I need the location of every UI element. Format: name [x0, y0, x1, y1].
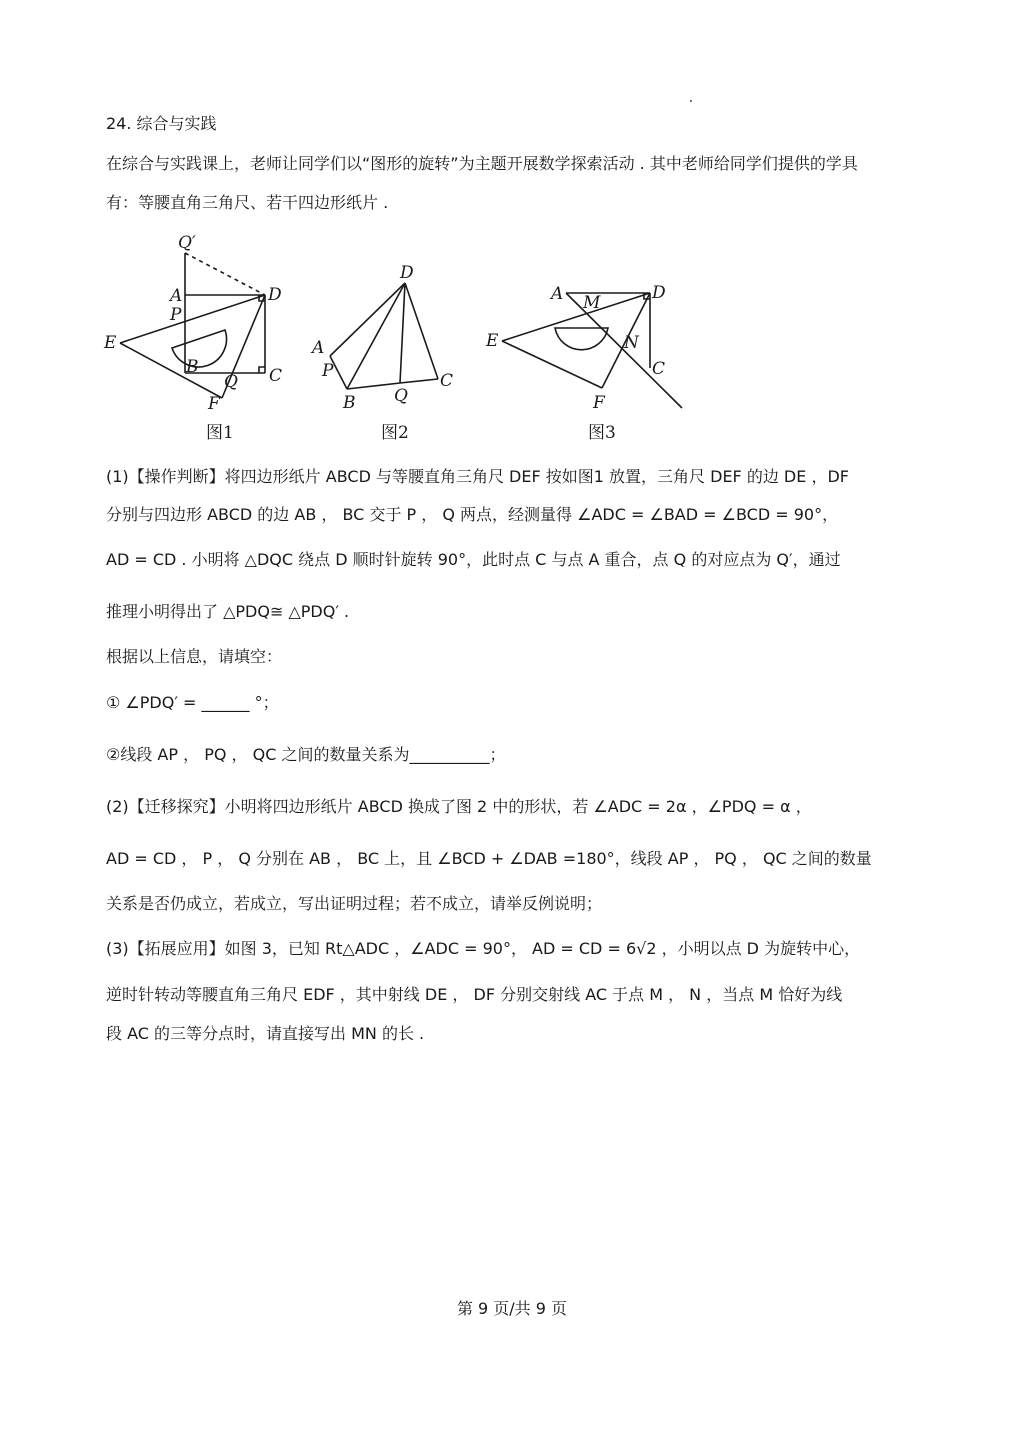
figure-1-caption: 图1	[206, 423, 234, 443]
part2-line-2: AD = CD ， P ， Q 分别在 AB ， BC 上，且 ∠BCD + ∠DAB =180°，线段 AP ， PQ ， QC 之间的数量	[106, 849, 872, 868]
figure-2-caption: 图2	[381, 423, 409, 443]
fig1-point-f: F	[208, 394, 220, 414]
fig2-point-a: A	[312, 338, 325, 358]
fig1-point-d: D	[268, 285, 282, 305]
part3-line-1: (3)【拓展应用】如图 3，已知 Rt△ADC ，∠ADC = 90°， AD = CD = 6√2 ，小明以点 D 为旋转中心，	[106, 939, 861, 958]
geometry-figures	[100, 228, 700, 448]
fig2-point-p: P	[322, 361, 334, 381]
part1-line-2: 分别与四边形 ABCD 的边 AB ， BC 交于 P ， Q 两点，经测量得 ∠ADC = ∠BAD = ∠BCD = 90°，	[106, 505, 839, 524]
fig1-point-e: E	[104, 333, 117, 353]
fig2-point-q: Q	[394, 386, 408, 406]
problem-intro-line-2: 有：等腰直角三角尺、若干四边形纸片 .	[106, 193, 389, 212]
fig2-point-c: C	[440, 371, 454, 391]
fig3-point-c: C	[652, 359, 666, 379]
part1-question-1: ① ∠PDQ′ = ______ °；	[106, 693, 279, 712]
figure-1	[103, 233, 282, 414]
fig1-point-b: B	[186, 357, 199, 377]
fig3-point-f: F	[593, 393, 605, 413]
fig1-point-q-prime: Q′	[178, 233, 196, 253]
fig2-point-b: B	[343, 393, 356, 413]
fig3-point-a: A	[551, 284, 564, 304]
part1-line-3: AD = CD . 小明将 △DQC 绕点 D 顺时针旋转 90°，此时点 C 与点 A 重合，点 Q 的对应点为 Q′，通过	[106, 550, 841, 569]
fig3-point-d: D	[652, 283, 666, 303]
part1-line-4: 推理小明得出了 △PDQ≅ △PDQ′ .	[106, 602, 350, 621]
scan-speck	[690, 100, 692, 102]
fig1-point-p: P	[170, 305, 182, 325]
fig3-point-m: M	[583, 293, 601, 313]
figure-3-caption: 图3	[588, 423, 616, 443]
part1-question-2: ②线段 AP ， PQ ， QC 之间的数量关系为__________；	[106, 745, 506, 764]
part1-line-5: 根据以上信息，请填空：	[106, 647, 283, 666]
figure-3	[485, 283, 682, 413]
page-indicator: 第 9 页/共 9 页	[456, 1299, 568, 1318]
problem-title: 24. 综合与实践	[106, 114, 217, 133]
part3-line-2: 逆时针转动等腰直角三角尺 EDF ，其中射线 DE ， DF 分别交射线 AC 于点 M ， N ，当点 M 恰好为线	[106, 985, 843, 1004]
part1-line-1: (1)【操作判断】将四边形纸片 ABCD 与等腰直角三角尺 DEF 按如图1 放置，三角尺 DEF 的边 DE ，DF	[106, 467, 849, 486]
fig3-point-e: E	[486, 331, 499, 351]
part2-line-3: 关系是否仍成立，若成立，写出证明过程；若不成立，请举反例说明；	[106, 894, 603, 913]
part2-line-1: (2)【迁移探究】小明将四边形纸片 ABCD 换成了图 2 中的形状，若 ∠ADC = 2α ，∠PDQ = α ，	[106, 797, 812, 816]
fig1-point-a: A	[170, 286, 183, 306]
fig2-point-d: D	[400, 263, 414, 283]
figure-2	[310, 263, 453, 413]
fig1-point-c: C	[269, 366, 283, 386]
fig1-point-q: Q	[224, 372, 238, 392]
part3-line-3: 段 AC 的三等分点时，请直接写出 MN 的长 .	[106, 1024, 425, 1043]
figures-area	[100, 228, 700, 448]
fig3-point-n: N	[624, 333, 639, 353]
problem-intro-line-1: 在综合与实践课上，老师让同学们以“图形的旋转”为主题开展数学探索活动 . 其中老师给同学们提供的学具	[106, 154, 858, 173]
